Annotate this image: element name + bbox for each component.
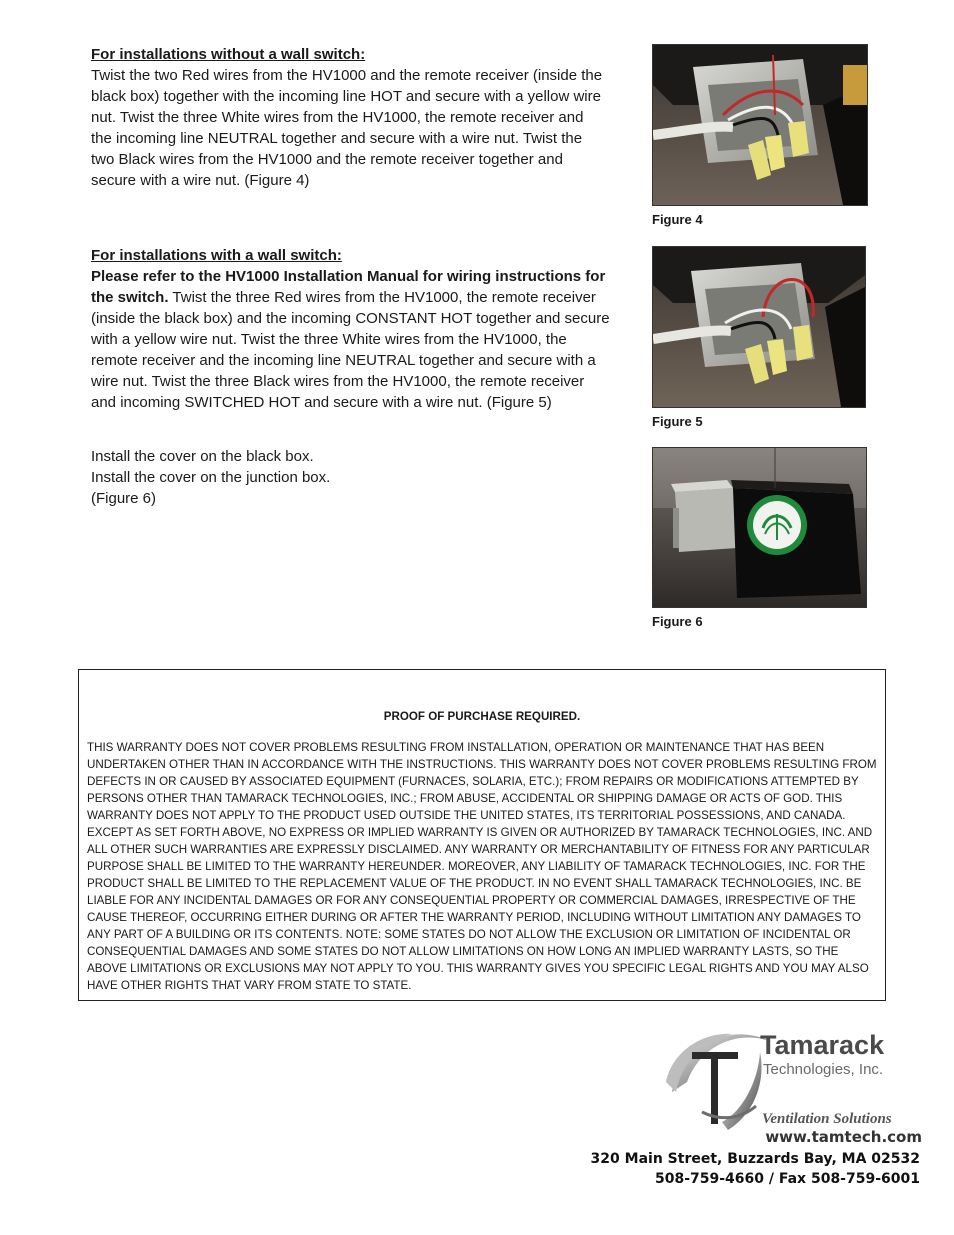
warranty-line: ABOVE LIMITATIONS OR EXCLUSIONS MAY NOT APPLY TO YOU. THIS WARRANTY GIVES YOU SPECIFIC LEGAL RIGHTS AND YOU MAY ALSO [87, 962, 869, 975]
warranty-line: WARRANTY DOES NOT APPLY TO THE PRODUCT USED OUTSIDE THE UNITED STATES, ITS TERRITORIAL POSSESSIONS, AND CANADA. [87, 809, 846, 822]
text-line: Twist the two Red wires from the HV1000 and the remote receiver (inside the [91, 67, 603, 84]
text-line: with a yellow wire nut. Twist the three White wires from the HV1000, the [91, 331, 567, 348]
figure-5-caption: Figure 5 [652, 414, 703, 429]
warranty-box [78, 669, 886, 1001]
section-cover [91, 446, 636, 509]
bold-instruction: Please refer to the HV1000 Installation Manual for wiring instructions for [91, 268, 606, 285]
warranty-line: EXCEPT AS SET FORTH ABOVE, NO EXPRESS OR IMPLIED WARRANTY IS GIVEN OR AUTHORIZED BY TAMARACK TECHNOLOGIES, INC. AND [87, 826, 873, 839]
warranty-line: PURPOSE SHALL BE LIMITED TO THE WARRANTY HEREUNDER. MOREOVER, ANY LIABILITY OF TAMARACK TECHNOLOGIES, INC. FOR THE [87, 860, 866, 873]
warranty-line: CAUSE THEREOF, OCCURRING EITHER DURING OR AFTER THE WARRANTY PERIOD, INCLUDING WITHOUT LIMITATION ANY DAMAGES TO [87, 911, 861, 924]
warranty-line: ANY PART OF A BUILDING OR ITS CONTENTS. NOTE: SOME STATES DO NOT ALLOW THE EXCLUSION OR LIMITATION OF INCIDENTAL OR [87, 928, 851, 941]
text-line: wire nut. Twist the three Black wires from the HV1000, the remote receiver [91, 373, 585, 390]
warranty-line: CONSEQUENTIAL DAMAGES AND SOME STATES DO NOT ALLOW LIMITATIONS ON HOW LONG AN IMPLIED WARRANTY LASTS, SO THE [87, 945, 839, 958]
heading-with-switch: For installations with a wall switch: [91, 247, 342, 264]
warranty-line: LIABLE FOR ANY INCIDENTAL DAMAGES OR FOR ANY CONSEQUENTIAL PROPERTY OR COMMERCIAL DAMAGES, IRRESPECTIVE OF THE [87, 894, 856, 907]
warranty-line: THIS WARRANTY DOES NOT COVER PROBLEMS RESULTING FROM INSTALLATION, OPERATION OR MAINTENANCE THAT HAS BEEN [87, 741, 825, 754]
text-line [91, 287, 636, 308]
text-line: black box) together with the incoming line HOT and secure with a yellow wire [91, 88, 601, 105]
logo-sub: Technologies, Inc. [763, 1061, 884, 1078]
figure-4-caption: Figure 4 [652, 212, 703, 227]
company-address: 320 Main Street, Buzzards Bay, MA 02532 [590, 1151, 920, 1167]
text-line: remote receiver and the incoming line NEUTRAL together and secure with a [91, 352, 596, 369]
proof-of-purchase: PROOF OF PURCHASE REQUIRED. [383, 710, 581, 723]
warranty-line: PERSONS OTHER THAN TAMARACK TECHNOLOGIES, INC.; FROM ABUSE, ACCIDENTAL OR SHIPPING DAMAGE OR ACTS OF GOD. THIS [87, 792, 843, 805]
warranty-line: ALL OTHER SUCH WARRANTIES ARE EXPRESSLY DISCLAIMED. ANY WARRANTY OR MERCHANTABILITY OF FITNESS FOR ANY PARTICULAR [87, 843, 870, 856]
warranty-line: DEFECTS IN OR CAUSED BY ASSOCIATED EQUIPMENT (FURNACES, SOLARIA, ETC.); FROM REPAIRS OR MODIFICATIONS ATTEMPTED BY [87, 775, 859, 788]
section-no-switch [91, 44, 636, 191]
logo-tagline: Ventilation Solutions [762, 1111, 892, 1127]
text-line: Install the cover on the junction box. [91, 469, 331, 486]
section-with-switch [91, 245, 636, 413]
text-line: (inside the black box) and the incoming CONSTANT HOT together and secure [91, 310, 610, 327]
tamarack-logo [662, 1022, 924, 1146]
text-line: and incoming SWITCHED HOT and secure with a wire nut. (Figure 5) [91, 394, 552, 411]
figure-4 [652, 44, 868, 227]
website-url: www.tamtech.com [765, 1128, 922, 1146]
heading-no-switch: For installations without a wall switch: [91, 46, 366, 63]
text-line: (Figure 6) [91, 490, 157, 507]
text-line: secure with a wire nut. (Figure 4) [91, 172, 310, 189]
figure-6-photo [652, 447, 867, 608]
text-line: the incoming line NEUTRAL together and secure with a wire nut. Twist the [91, 130, 583, 147]
text-line: two Black wires from the HV1000 and the remote receiver together and [91, 151, 563, 168]
figure-5-photo [652, 246, 866, 408]
text-line-rest: Twist the three Red wires from the HV1000, the remote receiver [168, 289, 596, 306]
warranty-line: HAVE OTHER RIGHTS THAT VARY FROM STATE TO STATE. [87, 979, 412, 992]
bold-instruction-end: the switch. [91, 289, 169, 306]
warranty-line: UNDERTAKEN OTHER THAN IN ACCORDANCE WITH THE INSTRUCTIONS. THIS WARRANTY DOES NOT COVER PROBLEMS RESULTING FROM [87, 758, 877, 771]
warranty-line: PRODUCT SHALL BE LIMITED TO THE REPLACEMENT VALUE OF THE PRODUCT. IN NO EVENT SHALL TAMARACK TECHNOLOGIES, INC. BE [87, 877, 862, 890]
text-line: Install the cover on the black box. [91, 448, 314, 465]
figure-6-caption: Figure 6 [652, 614, 703, 629]
company-phone-fax: 508-759-4660 / Fax 508-759-6001 [654, 1171, 920, 1187]
figure-6 [652, 447, 867, 629]
figure-4-photo [652, 44, 868, 206]
logo-emblem-icon [666, 1034, 772, 1130]
figure-5 [652, 246, 866, 429]
text-line: nut. Twist the three White wires from the HV1000, the remote receiver and [91, 109, 584, 126]
logo-name: Tamarack [760, 1030, 885, 1060]
